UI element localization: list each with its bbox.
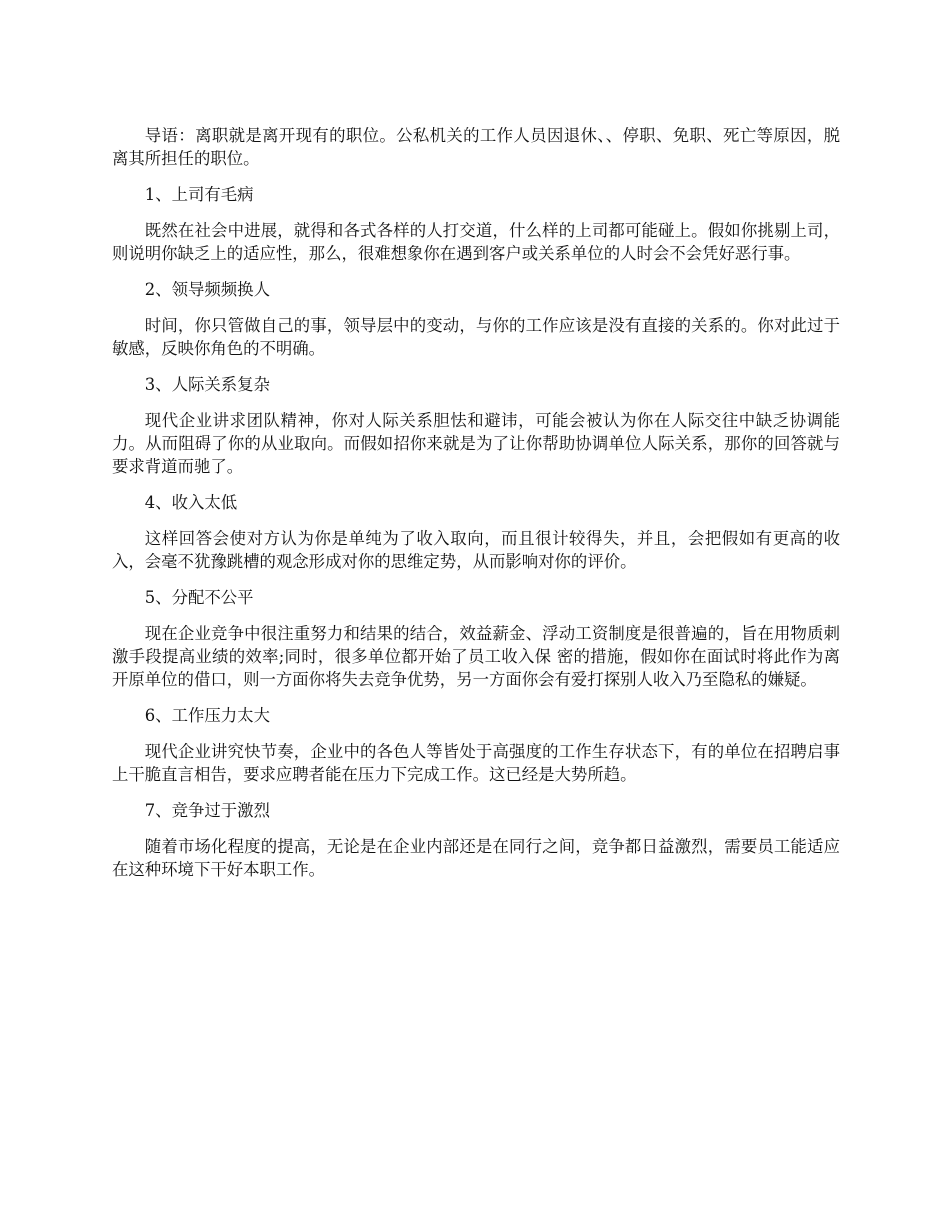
section-heading-6: 6、工作压力太大: [144, 706, 270, 725]
section-body-6: 现代企业讲究快节奏，企业中的各色人等皆处于高强度的工作生存状态下，有的单位在招聘启事上干脆直言相告，要求应聘者能在压力下完成工作。这已经是大势所趋。: [112, 742, 840, 784]
document-page: [112, 124, 840, 894]
section-body-2: 时间，你只管做自己的事，领导层中的变动，与你的工作应该是没有直接的关系的。你对此过于敏感，反映你角色的不明确。: [112, 316, 840, 358]
section-heading-3: 3、人际关系复杂: [144, 375, 270, 394]
section-body-4: 这样回答会使对方认为你是单纯为了收入取向，而且很计较得失，并且，会把假如有更高的收入，会毫不犹豫跳槽的观念形成对你的思维定势，从而影响对你的评价。: [112, 529, 840, 571]
section-heading-7: 7、竞争过于激烈: [144, 801, 270, 820]
section-body-3: 现代企业讲求团队精神，你对人际关系胆怯和避讳，可能会被认为你在人际交往中缺乏协调能力。从而阻碍了你的从业取向。而假如招你来就是为了让你帮助协调单位人际关系，那你的回答就与要求背道而驰了。: [112, 411, 840, 476]
section-heading-4: 4、收入太低: [144, 493, 238, 512]
intro-paragraph: 导语：离职就是离开现有的职位。公私机关的工作人员因退休、、停职、免职、死亡等原因，脱离其所担任的职位。: [112, 126, 840, 168]
section-body-7: 随着市场化程度的提高，无论是在企业内部还是在同行之间，竞争都日益激烈，需要员工能适应在这种环境下干好本职工作。: [112, 837, 840, 879]
section-body-1: 既然在社会中进展，就得和各式各样的人打交道，什么样的上司都可能碰上。假如你挑剔上司，则说明你缺乏上的适应性，那么，很难想象你在遇到客户或关系单位的人时会不会凭好恶行事。: [112, 221, 840, 263]
section-body-5: 现在企业竞争中很注重努力和结果的结合，效益薪金、浮动工资制度是很普遍的，旨在用物质刺激手段提高业绩的效率;同时，很多单位都开始了员工收入保 密的措施，假如你在面试时将此作为离开原单位的借口，则一方面你将失去竞争优势，另一方面你会有爱打探别人收入乃至隐私的嫌疑。: [112, 624, 840, 689]
section-heading-1: 1、上司有毛病: [144, 185, 254, 204]
section-heading-5: 5、分配不公平: [144, 588, 254, 607]
section-heading-2: 2、领导频频换人: [144, 280, 270, 299]
